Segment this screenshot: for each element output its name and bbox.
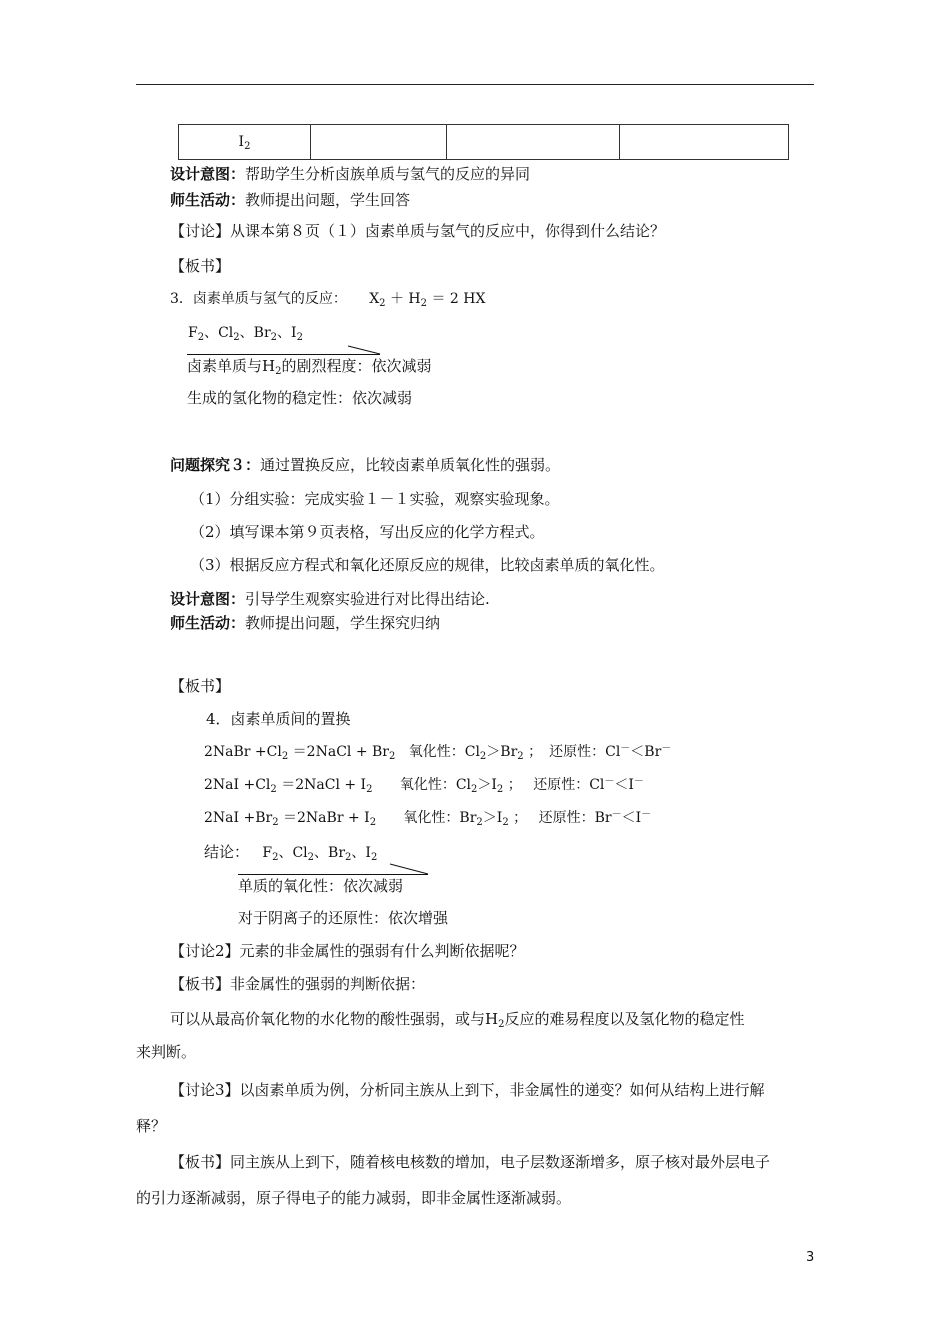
heading-3: 3．卤素单质与氢气的反应： $X_2 + H_2 = 2$ HX: [170, 291, 486, 309]
reaction-1: 2NaBr $+Cl_2$ ＝2NaCl + $Br_2$ 氧化性：$Cl_2>Br_2$ ； 还原性：Cl－＜Br－: [204, 743, 672, 762]
inquiry-item-3: （3）根据反应方程式和氧化还原反应的规律，比较卤素单质的氧化性。: [190, 556, 665, 574]
board-4: 【板书】同主族从上到下，随着核电核数的增加，电子层数逐渐增多，原子核对最外层电子: [170, 1153, 771, 1171]
table-cell: $I_2$: [179, 125, 311, 160]
board-4-cont: 的引力逐渐减弱，原子得电子的能力减弱，即非金属性逐渐减弱。: [136, 1189, 572, 1207]
reaction-2: $2NaI +Cl_2$ ＝2NaCl + $I_2$ 氧化性：$Cl_2>I_2$ ； 还原性：Cl－＜I－: [204, 776, 644, 795]
discussion-3-cont: 释？: [136, 1117, 167, 1135]
halogen-sequence-1: $F_2$、$Cl_2$、$Br_2$、$I_2$: [188, 325, 303, 343]
page-number: 3: [806, 1250, 815, 1265]
halogen-table: [178, 124, 789, 160]
conclusion-oxidizing: 单质的氧化性：依次减弱: [238, 877, 404, 895]
board-1: 【板书】: [170, 257, 231, 275]
inquiry-item-1: （1）分组实验：完成实验１－１实验，观察实验现象。: [190, 490, 560, 508]
conclusion-reducing: 对于阴离子的还原性：依次增强: [238, 909, 449, 927]
paragraph-1-cont: 来判断。: [136, 1043, 197, 1061]
inquiry-item-2: （2）填写课本第９页表格，写出反应的化学方程式。: [190, 523, 545, 541]
heading-4: 4．卤素单质间的置换: [206, 710, 351, 728]
board-3: 【板书】非金属性的强弱的判断依据：: [170, 975, 426, 993]
discussion-2: 【讨论2】元素的非金属性的强弱有什么判断依据呢？: [170, 942, 525, 960]
table-cell: [447, 125, 620, 160]
board-2: 【板书】: [170, 677, 231, 695]
discussion-3: 【讨论3】以卤素单质为例，分析同主族从上到下，非金属性的递变？如何从结构上进行解: [170, 1081, 765, 1099]
design-intent-2: 设计意图：引导学生观察实验进行对比得出结论.: [170, 590, 490, 608]
discussion-1: 【讨论】从课本第８页（１）卤素单质与氢气的反应中，你得到什么结论？: [170, 222, 666, 240]
header-rule: [136, 84, 814, 85]
arrow-head-icon: [384, 862, 432, 876]
inquiry-3: 问题探究３：通过置换反应，比较卤素单质氧化性的强弱。: [170, 456, 561, 474]
design-intent-1: 设计意图：帮助学生分析卤族单质与氢气的反应的异同: [170, 165, 531, 183]
paragraph-1: 可以从最高价氧化物的水化物的酸性强弱，或与$H_2$反应的难易程度以及氢化物的稳定性: [170, 1010, 745, 1030]
table-row: [179, 125, 789, 160]
hydride-stability: 生成的氢化物的稳定性：依次减弱: [187, 389, 413, 407]
reaction-3: $2NaI +Br_2$ ＝2NaBr + $I_2$ 氧化性：$Br_2>I_2$ ； 还原性：Br－＜I－: [204, 809, 652, 828]
reaction-intensity: 卤素单质与$H_2$的剧烈程度：依次减弱: [187, 357, 432, 377]
teacher-activity-1: 师生活动：教师提出问题，学生回答: [170, 191, 411, 209]
table-cell: [311, 125, 447, 160]
conclusion-line: 结论： $F_2$、$Cl_2$、$Br_2$、$I_2$: [204, 843, 378, 863]
teacher-activity-2: 师生活动：教师提出问题，学生探究归纳: [170, 614, 441, 632]
table-cell: [620, 125, 789, 160]
